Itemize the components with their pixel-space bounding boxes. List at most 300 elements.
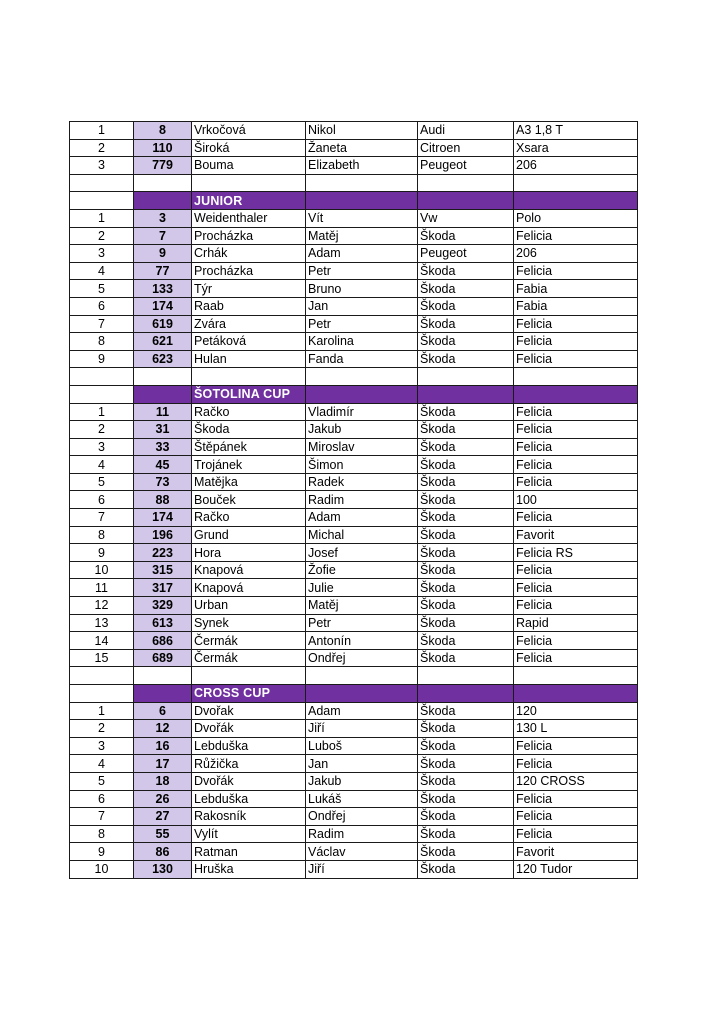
table-row: [70, 280, 638, 298]
spacer-cell: [192, 368, 306, 386]
start-number-cell: 3: [134, 209, 192, 227]
start-number-cell: 27: [134, 808, 192, 826]
table-row: [70, 614, 638, 632]
surname-cell: Bouma: [192, 157, 306, 175]
spacer-cell: [514, 667, 638, 685]
first-name-cell: Ondřej: [306, 649, 418, 667]
start-number-cell: 45: [134, 456, 192, 474]
surname-cell: Vrkočová: [192, 122, 306, 140]
position-cell: 9: [70, 843, 134, 861]
first-name-cell: Elizabeth: [306, 157, 418, 175]
car-model-cell: Felicia: [514, 509, 638, 527]
surname-cell: Trojánek: [192, 456, 306, 474]
surname-cell: Čermák: [192, 649, 306, 667]
start-number-cell: 86: [134, 843, 192, 861]
start-number-cell: 223: [134, 544, 192, 562]
section-spacer-row: [70, 174, 638, 192]
first-name-cell: Luboš: [306, 737, 418, 755]
spacer-cell: [192, 174, 306, 192]
first-name-cell: Žaneta: [306, 139, 418, 157]
table-row: [70, 122, 638, 140]
surname-cell: Raab: [192, 297, 306, 315]
position-cell: 8: [70, 825, 134, 843]
table-row: [70, 491, 638, 509]
car-model-cell: 206: [514, 157, 638, 175]
surname-cell: Čermák: [192, 632, 306, 650]
table-row: [70, 579, 638, 597]
first-name-cell: Vít: [306, 209, 418, 227]
car-model-cell: Fabia: [514, 280, 638, 298]
car-model-cell: Felicia: [514, 597, 638, 615]
surname-cell: Rakosník: [192, 808, 306, 826]
surname-cell: Dvořak: [192, 702, 306, 720]
car-make-cell: Škoda: [418, 772, 514, 790]
car-model-cell: Felicia: [514, 262, 638, 280]
position-cell: 3: [70, 157, 134, 175]
position-cell: 2: [70, 421, 134, 439]
first-name-cell: Šimon: [306, 456, 418, 474]
section-title: ŠOTOLINA CUP: [192, 385, 306, 403]
table-row: [70, 544, 638, 562]
surname-cell: Procházka: [192, 227, 306, 245]
table-row: [70, 509, 638, 527]
position-cell: 3: [70, 737, 134, 755]
table-row: [70, 209, 638, 227]
first-name-cell: Vladimír: [306, 403, 418, 421]
table-row: [70, 333, 638, 351]
car-make-cell: Vw: [418, 209, 514, 227]
table-row: [70, 245, 638, 263]
start-number-cell: 17: [134, 755, 192, 773]
table-row: [70, 403, 638, 421]
surname-cell: Knapová: [192, 561, 306, 579]
start-number-cell: 779: [134, 157, 192, 175]
table-row: [70, 632, 638, 650]
table-row: [70, 473, 638, 491]
surname-cell: Hruška: [192, 860, 306, 878]
car-model-cell: A3 1,8 T: [514, 122, 638, 140]
first-name-cell: Lukáš: [306, 790, 418, 808]
start-number-cell: 133: [134, 280, 192, 298]
car-model-cell: Felicia: [514, 350, 638, 368]
car-make-cell: Škoda: [418, 509, 514, 527]
car-make-cell: Citroen: [418, 139, 514, 157]
table-row: [70, 649, 638, 667]
car-make-cell: Škoda: [418, 350, 514, 368]
first-name-cell: Antonín: [306, 632, 418, 650]
table-row: [70, 702, 638, 720]
position-cell: 10: [70, 561, 134, 579]
table-row: [70, 808, 638, 826]
position-cell: 5: [70, 280, 134, 298]
table-row: [70, 772, 638, 790]
spacer-cell: [70, 368, 134, 386]
surname-cell: Procházka: [192, 262, 306, 280]
spacer-cell: [70, 174, 134, 192]
start-number-cell: 12: [134, 720, 192, 738]
car-make-cell: Škoda: [418, 262, 514, 280]
spacer-cell: [418, 368, 514, 386]
car-make-cell: Škoda: [418, 860, 514, 878]
first-name-cell: Jan: [306, 297, 418, 315]
start-number-cell: 317: [134, 579, 192, 597]
spacer-cell: [134, 368, 192, 386]
car-make-cell: Škoda: [418, 315, 514, 333]
table-row: [70, 720, 638, 738]
position-cell: 1: [70, 209, 134, 227]
car-make-cell: Škoda: [418, 438, 514, 456]
position-cell: 6: [70, 790, 134, 808]
first-name-cell: Petr: [306, 614, 418, 632]
section-header-cell: [418, 385, 514, 403]
start-number-cell: 6: [134, 702, 192, 720]
surname-cell: Týr: [192, 280, 306, 298]
start-number-cell: 619: [134, 315, 192, 333]
position-cell: 9: [70, 544, 134, 562]
start-number-cell: 9: [134, 245, 192, 263]
car-make-cell: Peugeot: [418, 245, 514, 263]
first-name-cell: Václav: [306, 843, 418, 861]
table-row: [70, 421, 638, 439]
first-name-cell: Ondřej: [306, 808, 418, 826]
table-row: [70, 456, 638, 474]
first-name-cell: Žofie: [306, 561, 418, 579]
section-header-cell: [514, 385, 638, 403]
car-make-cell: Škoda: [418, 544, 514, 562]
surname-cell: Škoda: [192, 421, 306, 439]
start-number-cell: 55: [134, 825, 192, 843]
first-name-cell: Matěj: [306, 227, 418, 245]
car-make-cell: Škoda: [418, 579, 514, 597]
car-make-cell: Škoda: [418, 737, 514, 755]
position-cell: 1: [70, 122, 134, 140]
car-make-cell: Škoda: [418, 421, 514, 439]
car-model-cell: Rapid: [514, 614, 638, 632]
first-name-cell: Radim: [306, 825, 418, 843]
position-cell: 4: [70, 755, 134, 773]
car-model-cell: 206: [514, 245, 638, 263]
position-cell: 12: [70, 597, 134, 615]
car-make-cell: Škoda: [418, 561, 514, 579]
table-row: [70, 825, 638, 843]
start-number-cell: 16: [134, 737, 192, 755]
car-make-cell: Škoda: [418, 473, 514, 491]
car-model-cell: Xsara: [514, 139, 638, 157]
position-cell: 4: [70, 456, 134, 474]
start-number-cell: 26: [134, 790, 192, 808]
car-make-cell: Škoda: [418, 456, 514, 474]
position-cell: 5: [70, 772, 134, 790]
position-cell: 7: [70, 315, 134, 333]
section-title: JUNIOR: [192, 192, 306, 210]
first-name-cell: Julie: [306, 579, 418, 597]
car-make-cell: Škoda: [418, 825, 514, 843]
position-cell: 2: [70, 720, 134, 738]
surname-cell: Urban: [192, 597, 306, 615]
position-cell: 1: [70, 403, 134, 421]
car-model-cell: 120: [514, 702, 638, 720]
section-header-cell: [418, 685, 514, 703]
car-model-cell: Felicia: [514, 227, 638, 245]
start-number-cell: 130: [134, 860, 192, 878]
surname-cell: Lebduška: [192, 790, 306, 808]
surname-cell: Weidenthaler: [192, 209, 306, 227]
first-name-cell: Jan: [306, 755, 418, 773]
start-number-cell: 174: [134, 297, 192, 315]
section-spacer-row: [70, 667, 638, 685]
section-header-cell: [134, 192, 192, 210]
first-name-cell: Radim: [306, 491, 418, 509]
section-header-blank-cell: [70, 385, 134, 403]
car-model-cell: Felicia: [514, 403, 638, 421]
table-row: [70, 790, 638, 808]
position-cell: 5: [70, 473, 134, 491]
spacer-cell: [134, 174, 192, 192]
surname-cell: Vylít: [192, 825, 306, 843]
car-make-cell: Škoda: [418, 227, 514, 245]
first-name-cell: Miroslav: [306, 438, 418, 456]
table-row: [70, 526, 638, 544]
position-cell: 1: [70, 702, 134, 720]
section-header-cell: [514, 192, 638, 210]
car-make-cell: Škoda: [418, 597, 514, 615]
surname-cell: Hulan: [192, 350, 306, 368]
table-row: [70, 262, 638, 280]
surname-cell: Petáková: [192, 333, 306, 351]
position-cell: 7: [70, 808, 134, 826]
start-number-cell: 621: [134, 333, 192, 351]
car-model-cell: 100: [514, 491, 638, 509]
table-row: [70, 350, 638, 368]
start-number-cell: 110: [134, 139, 192, 157]
car-model-cell: Felicia: [514, 790, 638, 808]
position-cell: 14: [70, 632, 134, 650]
start-number-cell: 11: [134, 403, 192, 421]
position-cell: 8: [70, 526, 134, 544]
start-number-cell: 315: [134, 561, 192, 579]
section-header-cell: [134, 685, 192, 703]
start-number-cell: 88: [134, 491, 192, 509]
surname-cell: Crhák: [192, 245, 306, 263]
surname-cell: Ratman: [192, 843, 306, 861]
car-model-cell: Fabia: [514, 297, 638, 315]
start-number-cell: 174: [134, 509, 192, 527]
position-cell: 11: [70, 579, 134, 597]
first-name-cell: Jakub: [306, 421, 418, 439]
section-header-row: [70, 385, 638, 403]
surname-cell: Račko: [192, 509, 306, 527]
first-name-cell: Petr: [306, 262, 418, 280]
start-number-cell: 73: [134, 473, 192, 491]
car-model-cell: Felicia: [514, 333, 638, 351]
start-number-cell: 31: [134, 421, 192, 439]
start-number-cell: 33: [134, 438, 192, 456]
surname-cell: Matějka: [192, 473, 306, 491]
car-model-cell: Felicia: [514, 438, 638, 456]
table-row: [70, 843, 638, 861]
first-name-cell: Bruno: [306, 280, 418, 298]
table-row: [70, 227, 638, 245]
car-make-cell: Audi: [418, 122, 514, 140]
car-model-cell: Polo: [514, 209, 638, 227]
section-header-cell: [134, 385, 192, 403]
first-name-cell: Jiří: [306, 860, 418, 878]
start-number-cell: 689: [134, 649, 192, 667]
car-model-cell: Felicia: [514, 808, 638, 826]
table-row: [70, 737, 638, 755]
position-cell: 2: [70, 227, 134, 245]
position-cell: 15: [70, 649, 134, 667]
position-cell: 3: [70, 245, 134, 263]
table-row: [70, 297, 638, 315]
spacer-cell: [306, 667, 418, 685]
start-number-cell: 196: [134, 526, 192, 544]
first-name-cell: Jakub: [306, 772, 418, 790]
first-name-cell: Michal: [306, 526, 418, 544]
surname-cell: Synek: [192, 614, 306, 632]
position-cell: 4: [70, 262, 134, 280]
position-cell: 2: [70, 139, 134, 157]
start-number-cell: 623: [134, 350, 192, 368]
position-cell: 3: [70, 438, 134, 456]
car-make-cell: Škoda: [418, 403, 514, 421]
table-row: [70, 157, 638, 175]
first-name-cell: Karolina: [306, 333, 418, 351]
first-name-cell: Adam: [306, 702, 418, 720]
entry-list-body: [70, 122, 638, 879]
start-number-cell: 8: [134, 122, 192, 140]
section-header-row: [70, 685, 638, 703]
car-make-cell: Škoda: [418, 790, 514, 808]
car-model-cell: Felicia RS: [514, 544, 638, 562]
car-model-cell: Felicia: [514, 649, 638, 667]
first-name-cell: Matěj: [306, 597, 418, 615]
car-make-cell: Peugeot: [418, 157, 514, 175]
section-header-cell: [514, 685, 638, 703]
car-model-cell: Felicia: [514, 755, 638, 773]
car-model-cell: 120 Tudor: [514, 860, 638, 878]
section-header-cell: [418, 192, 514, 210]
spacer-cell: [514, 174, 638, 192]
first-name-cell: Adam: [306, 509, 418, 527]
surname-cell: Hora: [192, 544, 306, 562]
position-cell: 8: [70, 333, 134, 351]
spacer-cell: [134, 667, 192, 685]
surname-cell: Bouček: [192, 491, 306, 509]
first-name-cell: Josef: [306, 544, 418, 562]
table-row: [70, 755, 638, 773]
section-header-blank-cell: [70, 192, 134, 210]
car-make-cell: Škoda: [418, 702, 514, 720]
car-make-cell: Škoda: [418, 843, 514, 861]
table-row: [70, 438, 638, 456]
position-cell: 6: [70, 297, 134, 315]
first-name-cell: Petr: [306, 315, 418, 333]
start-number-cell: 7: [134, 227, 192, 245]
first-name-cell: Nikol: [306, 122, 418, 140]
position-cell: 13: [70, 614, 134, 632]
table-row: [70, 597, 638, 615]
car-model-cell: Felicia: [514, 473, 638, 491]
table-row: [70, 860, 638, 878]
car-make-cell: Škoda: [418, 526, 514, 544]
car-make-cell: Škoda: [418, 632, 514, 650]
position-cell: 7: [70, 509, 134, 527]
table-row: [70, 561, 638, 579]
car-make-cell: Škoda: [418, 649, 514, 667]
surname-cell: Knapová: [192, 579, 306, 597]
spacer-cell: [418, 667, 514, 685]
start-number-cell: 18: [134, 772, 192, 790]
section-header-blank-cell: [70, 685, 134, 703]
surname-cell: Račko: [192, 403, 306, 421]
table-row: [70, 139, 638, 157]
car-model-cell: Felicia: [514, 632, 638, 650]
surname-cell: Zvára: [192, 315, 306, 333]
surname-cell: Štěpánek: [192, 438, 306, 456]
spacer-cell: [192, 667, 306, 685]
first-name-cell: Fanda: [306, 350, 418, 368]
car-model-cell: 130 L: [514, 720, 638, 738]
car-model-cell: Favorit: [514, 526, 638, 544]
table-row: [70, 315, 638, 333]
position-cell: 10: [70, 860, 134, 878]
surname-cell: Lebduška: [192, 737, 306, 755]
car-model-cell: Felicia: [514, 825, 638, 843]
car-model-cell: Felicia: [514, 737, 638, 755]
section-header-row: [70, 192, 638, 210]
spacer-cell: [514, 368, 638, 386]
surname-cell: Grund: [192, 526, 306, 544]
car-model-cell: Felicia: [514, 315, 638, 333]
surname-cell: Růžička: [192, 755, 306, 773]
car-make-cell: Škoda: [418, 280, 514, 298]
car-make-cell: Škoda: [418, 297, 514, 315]
spacer-cell: [306, 368, 418, 386]
section-spacer-row: [70, 368, 638, 386]
car-make-cell: Škoda: [418, 614, 514, 632]
spacer-cell: [306, 174, 418, 192]
start-number-cell: 77: [134, 262, 192, 280]
surname-cell: Dvořák: [192, 720, 306, 738]
car-make-cell: Škoda: [418, 720, 514, 738]
car-make-cell: Škoda: [418, 333, 514, 351]
surname-cell: Široká: [192, 139, 306, 157]
position-cell: 9: [70, 350, 134, 368]
first-name-cell: Jiří: [306, 720, 418, 738]
car-model-cell: Felicia: [514, 561, 638, 579]
start-number-cell: 686: [134, 632, 192, 650]
section-title: CROSS CUP: [192, 685, 306, 703]
car-model-cell: Felicia: [514, 421, 638, 439]
surname-cell: Dvořák: [192, 772, 306, 790]
car-make-cell: Škoda: [418, 491, 514, 509]
car-model-cell: Felicia: [514, 456, 638, 474]
first-name-cell: Adam: [306, 245, 418, 263]
start-number-cell: 613: [134, 614, 192, 632]
spacer-cell: [418, 174, 514, 192]
first-name-cell: Radek: [306, 473, 418, 491]
car-make-cell: Škoda: [418, 808, 514, 826]
start-number-cell: 329: [134, 597, 192, 615]
section-header-cell: [306, 685, 418, 703]
car-model-cell: Favorit: [514, 843, 638, 861]
spacer-cell: [70, 667, 134, 685]
section-header-cell: [306, 385, 418, 403]
entry-list-table: [69, 121, 638, 879]
section-header-cell: [306, 192, 418, 210]
car-model-cell: Felicia: [514, 579, 638, 597]
